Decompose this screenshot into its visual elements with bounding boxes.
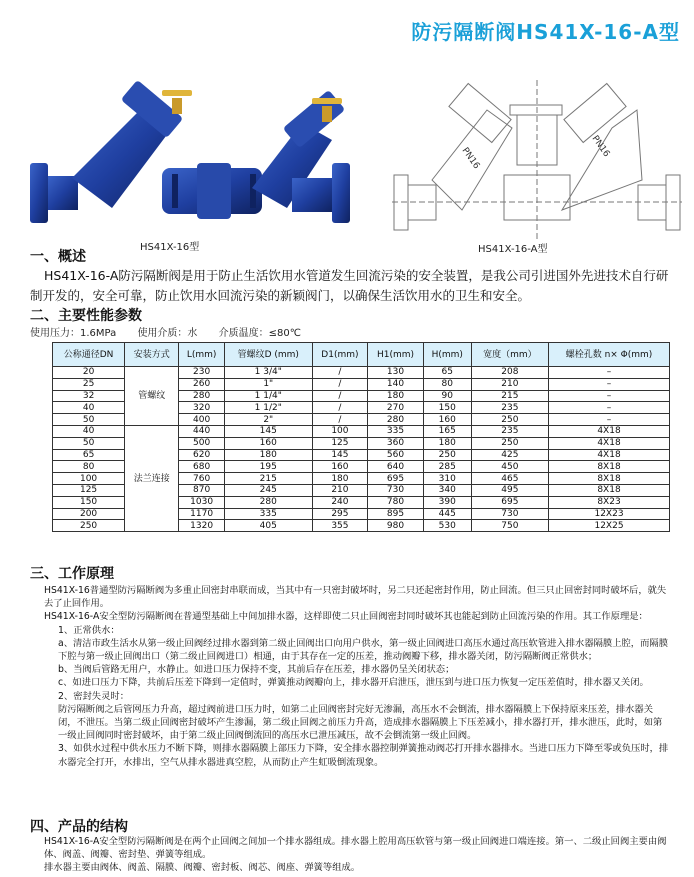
overview-text: HS41X-16-A防污隔断阀是用于防止生活饮用水管道发生回流污染的安全装置，是我公司引进国外先进技术自行研制开发的，安全可靠，防止饮用水回流污染的新颖阀门，以确保生活饮用水的卫生和安全。 <box>30 268 669 303</box>
table-cell: 280 <box>368 414 424 426</box>
table-cell: 1" <box>224 378 312 390</box>
table-cell: / <box>312 378 368 390</box>
table-cell: 285 <box>423 461 471 473</box>
section-3-heading: 三、工作原理 <box>30 566 114 582</box>
table-cell: 245 <box>224 484 312 496</box>
table-cell: 12X25 <box>549 520 670 532</box>
table-header-cell: 螺栓孔数 n× Φ(mm) <box>549 343 670 367</box>
table-cell: 8X18 <box>549 461 670 473</box>
params-line <box>30 324 319 339</box>
structure-line: HS41X-16-A安全型防污隔断阀是在两个止回阀之间加一个排水器组成。排水器上腔用高压软管与第一级止回阀进口端连接。第一、二级止回阀主要由阀体、阀盖、阀瓣、密封垫、弹簧等组成。 <box>44 836 667 861</box>
principle-line: HS41X-16普通型防污隔断阀为多重止回密封串联而成，当其中有一只密封破坏时，另二只还起密封作用，防止回流。但三只止回密封同时破坏后，就失去了止回作用。 <box>44 585 667 610</box>
table-cell: 560 <box>368 449 424 461</box>
table-cell: 250 <box>53 520 125 532</box>
section-2-heading: 二、主要性能参数 <box>30 308 142 324</box>
table-cell: 235 <box>471 425 548 437</box>
table-cell: 160 <box>423 414 471 426</box>
table-cell: 250 <box>423 449 471 461</box>
table-cell: / <box>312 367 368 379</box>
table-row <box>53 367 670 379</box>
table-cell: 730 <box>471 508 548 520</box>
table-cell: 200 <box>53 508 125 520</box>
table-cell: 100 <box>53 473 125 485</box>
table-cell: 250 <box>471 414 548 426</box>
table-cell: 4X18 <box>549 449 670 461</box>
section-1-heading: 一、概述 <box>30 249 86 265</box>
principle-line: 1、正常供水： <box>58 624 120 636</box>
table-cell: 695 <box>471 496 548 508</box>
table-cell: 620 <box>179 449 225 461</box>
table-cell: – <box>549 367 670 379</box>
valve-drawing <box>392 80 682 240</box>
spec-table <box>52 342 670 532</box>
table-cell: 895 <box>368 508 424 520</box>
pn16-label-right: PN16 <box>589 133 612 160</box>
table-cell: 240 <box>312 496 368 508</box>
table-cell: 2" <box>224 414 312 426</box>
table-cell: 260 <box>179 378 225 390</box>
section-4-heading: 四、产品的结构 <box>30 819 128 835</box>
table-cell: 280 <box>224 496 312 508</box>
table-cell: 100 <box>312 425 368 437</box>
param-medium: 使用介质：水 <box>137 328 198 339</box>
table-header-cell: 管螺纹D (mm) <box>224 343 312 367</box>
param-pressure: 使用压力：1.6MPa <box>30 328 117 339</box>
principle-line: c、如进口压力下降，共前后压差下降到一定值时，弹簧推动阀瓣向上，排水器开启泄压，泄压到与进口压力恢复一定压差值时，排水器又关闭。 <box>58 677 649 689</box>
table-cell: 145 <box>312 449 368 461</box>
table-cell: 215 <box>224 473 312 485</box>
install-method-cell: 管螺纹 <box>125 367 179 426</box>
table-cell: 20 <box>53 367 125 379</box>
table-cell: 4X18 <box>549 425 670 437</box>
table-header-row <box>53 343 670 367</box>
principle-line: 2、密封失灵时： <box>58 690 129 702</box>
table-cell: 400 <box>179 414 225 426</box>
table-cell: 335 <box>368 425 424 437</box>
valve-photo <box>22 68 370 243</box>
table-cell: 1320 <box>179 520 225 532</box>
table-cell: 8X23 <box>549 496 670 508</box>
table-cell: 780 <box>368 496 424 508</box>
table-cell: 8X18 <box>549 473 670 485</box>
table-header-cell: D1(mm) <box>312 343 368 367</box>
table-cell: 980 <box>368 520 424 532</box>
table-header-cell: H(mm) <box>423 343 471 367</box>
table-cell: 730 <box>368 484 424 496</box>
table-cell: 340 <box>423 484 471 496</box>
table-cell: 680 <box>179 461 225 473</box>
table-cell: 235 <box>471 402 548 414</box>
table-cell: 405 <box>224 520 312 532</box>
table-cell: 1 3/4" <box>224 367 312 379</box>
table-cell: 210 <box>312 484 368 496</box>
page-title: 防污隔断阀HS41X-16-A型 <box>411 20 680 44</box>
table-cell: 295 <box>312 508 368 520</box>
table-cell: 230 <box>179 367 225 379</box>
table-cell: 270 <box>368 402 424 414</box>
table-cell: 125 <box>312 437 368 449</box>
table-cell: 130 <box>368 367 424 379</box>
table-cell: 1030 <box>179 496 225 508</box>
table-cell: 530 <box>423 520 471 532</box>
table-cell: 145 <box>224 425 312 437</box>
table-cell: – <box>549 378 670 390</box>
table-cell: 4X18 <box>549 437 670 449</box>
table-header-cell: 安装方式 <box>125 343 179 367</box>
table-cell: – <box>549 390 670 402</box>
table-cell: 80 <box>53 461 125 473</box>
param-temperature: 介质温度：≤80℃ <box>218 328 301 339</box>
table-cell: 40 <box>53 425 125 437</box>
table-cell: 50 <box>53 437 125 449</box>
table-cell: 450 <box>471 461 548 473</box>
table-cell: 440 <box>179 425 225 437</box>
table-cell: 150 <box>423 402 471 414</box>
table-cell: 760 <box>179 473 225 485</box>
table-cell: 8X18 <box>549 484 670 496</box>
table-cell: 870 <box>179 484 225 496</box>
install-method-cell: 法兰连接 <box>125 425 179 531</box>
table-cell: 65 <box>423 367 471 379</box>
table-cell: 150 <box>53 496 125 508</box>
table-cell: 1 1/4" <box>224 390 312 402</box>
table-cell: 1 1/2" <box>224 402 312 414</box>
table-cell: / <box>312 414 368 426</box>
table-header-cell: L(mm) <box>179 343 225 367</box>
table-cell: 180 <box>423 437 471 449</box>
principle-line: 3、如供水过程中供水压力不断下降，则排水器隔膜上部压力下降，安全排水器控制弹簧推动阀芯打开排水器排水。当进口压力下降至零或负压时，排水器完全打开，水排出，空气从排水器进真空腔，从而防止产生虹吸倒流现象。 <box>58 743 669 768</box>
table-cell: 160 <box>312 461 368 473</box>
photo-caption: HS41X-16型 <box>140 242 200 253</box>
table-header-cell: 宽度（mm） <box>471 343 548 367</box>
table-cell: 40 <box>53 402 125 414</box>
table-cell: 125 <box>53 484 125 496</box>
table-cell: 80 <box>423 378 471 390</box>
table-cell: / <box>312 390 368 402</box>
table-cell: 180 <box>368 390 424 402</box>
section-4-body <box>30 835 670 875</box>
table-cell: 355 <box>312 520 368 532</box>
table-cell: 25 <box>53 378 125 390</box>
table-cell: – <box>549 414 670 426</box>
table-cell: 495 <box>471 484 548 496</box>
principle-line: a、清洁市政生活水从第一级止回阀经过排水器到第二级止回阀出口向用户供水，第一级止回阀进口高压水通过高压软管进入排水器隔膜上腔，而隔膜下腔与第一级止回阀出口（第二级止回阀进口）相通，由于其存在一定的压差，推动阀瓣下移，排水器关闭，防污隔断阀正常供水； <box>58 637 668 663</box>
table-cell: 165 <box>423 425 471 437</box>
table-cell: 140 <box>368 378 424 390</box>
table-row <box>53 425 670 437</box>
principle-line: b、当阀后管路无用户，水静止。如进口压力保持不变，其前后存在压差，排水器仍呈关闭状态； <box>58 664 455 676</box>
principle-line: HS41X-16-A安全型防污隔断阀在普通型基础上中间加排水器，这样即使二只止回阀密封同时破坏其也能起到防止回流污染的作用。其工作原理是： <box>44 611 648 623</box>
section-3-body <box>30 584 670 769</box>
table-cell: 465 <box>471 473 548 485</box>
table-cell: 425 <box>471 449 548 461</box>
table-cell: 180 <box>224 449 312 461</box>
table-cell: 210 <box>471 378 548 390</box>
table-cell: 12X23 <box>549 508 670 520</box>
drawing-caption: HS41X-16-A型 <box>478 244 548 255</box>
table-cell: 1170 <box>179 508 225 520</box>
table-cell: 445 <box>423 508 471 520</box>
pn16-label-left: PN16 <box>459 145 482 172</box>
table-cell: 320 <box>179 402 225 414</box>
table-header-cell: 公称通径DN <box>53 343 125 367</box>
table-cell: 640 <box>368 461 424 473</box>
table-cell: 695 <box>368 473 424 485</box>
table-cell: 160 <box>224 437 312 449</box>
table-cell: 50 <box>53 414 125 426</box>
table-cell: 65 <box>53 449 125 461</box>
table-cell: 90 <box>423 390 471 402</box>
table-cell: – <box>549 402 670 414</box>
structure-line: 排水器主要由阀体、阀盖、隔膜、阀瓣、密封板、阀芯、阀座、弹簧等组成。 <box>44 862 361 874</box>
table-cell: 310 <box>423 473 471 485</box>
table-cell: 390 <box>423 496 471 508</box>
table-cell: 500 <box>179 437 225 449</box>
table-cell: 335 <box>224 508 312 520</box>
table-header-cell: H1(mm) <box>368 343 424 367</box>
table-cell: 215 <box>471 390 548 402</box>
principle-line: 防污隔断阀之后管网压力升高，超过阀前进口压力时，如第二止回阀密封完好无渗漏，高压水不会倒流，排水器隔膜上下保持原来压差，排水器关闭，不泄压。当第二级止回阀密封破坏产生渗漏，第二级止回阀之前压力升高，造成排水器隔膜上下压差减小，排水器打开，排水泄压，此时，如第一级止回阀同时密封破坏，由于第二级止回阀倒流回的高压水已泄压减压，故不会倒流第一级止回阀。 <box>58 703 663 742</box>
table-cell: 32 <box>53 390 125 402</box>
table-cell: 180 <box>312 473 368 485</box>
table-cell: 208 <box>471 367 548 379</box>
table-cell: 195 <box>224 461 312 473</box>
table-cell: 360 <box>368 437 424 449</box>
table-cell: 750 <box>471 520 548 532</box>
table-cell: 280 <box>179 390 225 402</box>
table-cell: / <box>312 402 368 414</box>
table-cell: 250 <box>471 437 548 449</box>
